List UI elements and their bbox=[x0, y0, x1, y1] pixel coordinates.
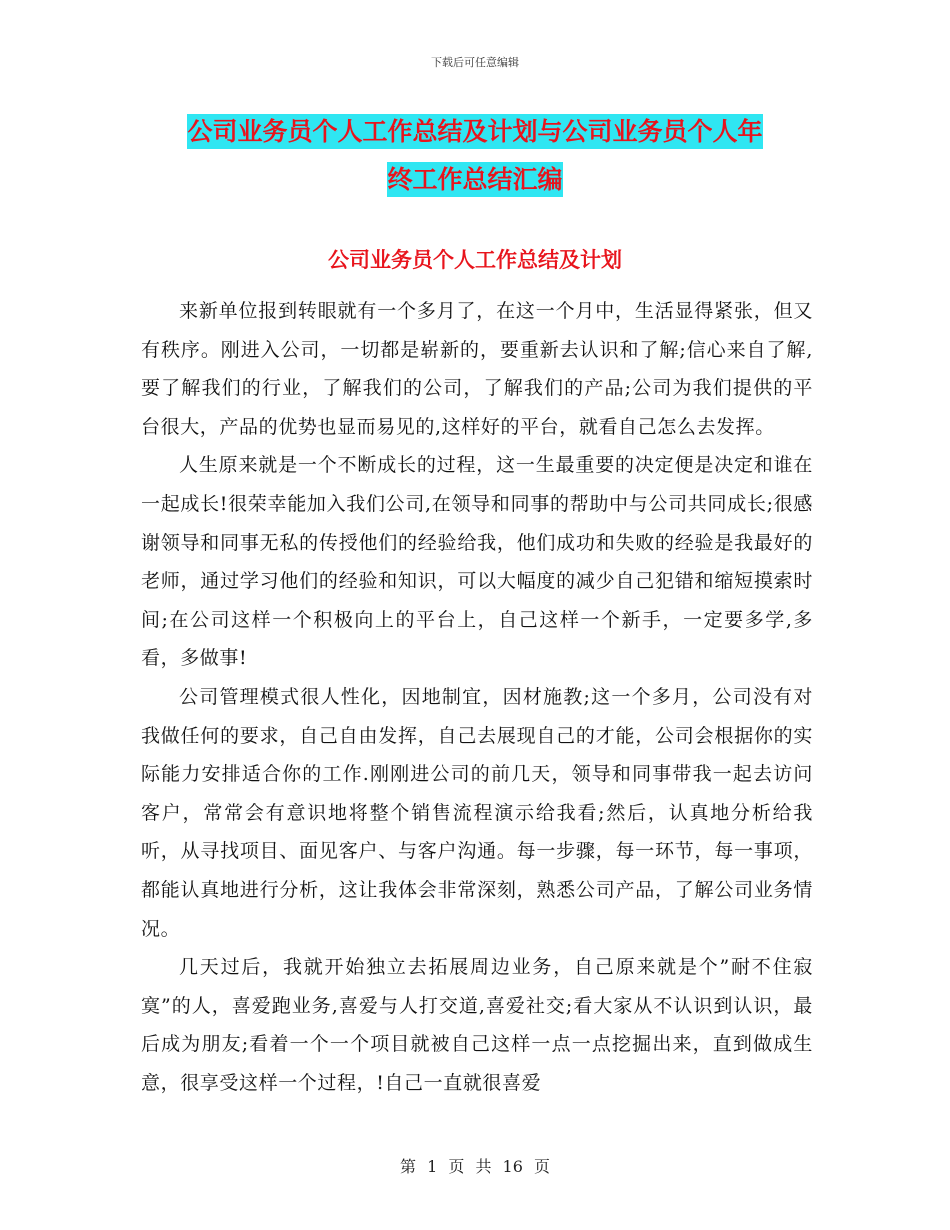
header-note: 下载后可任意编辑 bbox=[431, 56, 519, 69]
section-title: 公司业务员个人工作总结及计划 bbox=[328, 248, 622, 272]
title-line-1: 公司业务员个人工作总结及计划与公司业务员个人年 bbox=[187, 114, 762, 149]
document-title bbox=[140, 108, 810, 204]
page-indicator: 第 1 页 共 16 页 bbox=[400, 1157, 550, 1176]
paragraph-4: 几天过后，我就开始独立去拓展周边业务，自己原来就是个”耐不住寂寞”的人，喜爱跑业务,喜爱与人打交道,喜爱社交;看大家从不认识到认识，最后成为朋友;看着一个一个项目就被自己这样一点一点挖掘出来，直到做成生意，很享受这样一个过程，!自己一直就很喜爱 bbox=[141, 956, 813, 1094]
paragraph-2: 人生原来就是一个不断成长的过程，这一生最重要的决定便是决定和谁在一起成长!很荣幸能加入我们公司,在领导和同事的帮助中与公司共同成长;很感谢领导和同事无私的传授他们的经验给我，他们成功和失败的经验是我最好的老师，通过学习他们的经验和知识，可以大幅度的减少自己犯错和缩短摸索时间;在公司这样一个积极向上的平台上，自己这样一个新手，一定要多学,多看，多做事! bbox=[141, 454, 813, 670]
paragraph-1: 来新单位报到转眼就有一个多月了，在这一个月中，生活显得紧张，但又有秩序。刚进入公司，一切都是崭新的，要重新去认识和了解;信心来自了解,要了解我们的行业，了解我们的公司，了解我们的产品;公司为我们提供的平台很大，产品的优势也显而易见的,这样好的平台，就看自己怎么去发挥。 bbox=[141, 300, 813, 438]
title-line-2: 终工作总结汇编 bbox=[387, 162, 562, 197]
body-text bbox=[141, 292, 813, 1102]
paragraph-3: 公司管理模式很人性化，因地制宜，因材施教;这一个多月，公司没有对我做任何的要求，自己自由发挥，自己去展现自己的才能，公司会根据你的实际能力安排适合你的工作.刚刚进公司的前几天，领导和同事带我一起去访问客户，常常会有意识地将整个销售流程演示给我看;然后，认真地分析给我听，从寻找项目、面见客户、与客户沟通。每一步骤，每一环节，每一事项，都能认真地进行分析，这让我体会非常深刻，熟悉公司产品，了解公司业务情况。 bbox=[141, 685, 813, 940]
